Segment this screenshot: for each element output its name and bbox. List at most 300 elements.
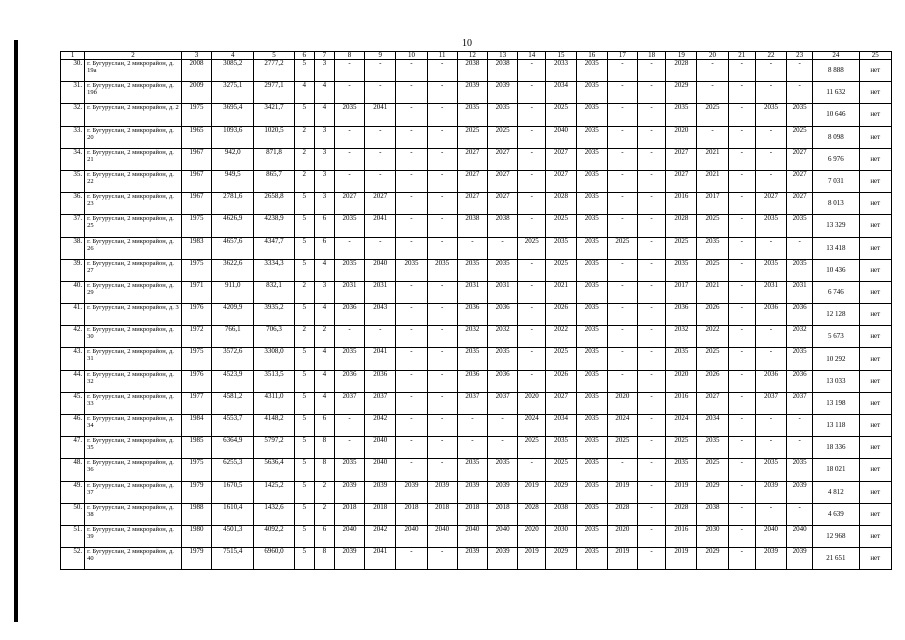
status-cell: нет: [859, 170, 891, 192]
table-cell: -: [638, 215, 666, 237]
table-cell: 7 031: [813, 170, 859, 192]
table-cell: 832,1: [254, 281, 294, 303]
table-cell: -: [728, 326, 755, 348]
table-cell: 2031: [787, 281, 813, 303]
table-cell: -: [396, 148, 427, 170]
table-cell: 2035: [457, 459, 487, 481]
table-cell: 1977: [181, 392, 211, 414]
table-cell: -: [607, 304, 637, 326]
table-cell: 6: [314, 215, 334, 237]
address-cell: г. Бугуруслан, 2 микрорайон, д. 19а: [85, 60, 182, 82]
table-cell: 2027: [334, 193, 364, 215]
table-cell: 1972: [181, 326, 211, 348]
table-cell: 2028: [607, 503, 637, 525]
table-cell: 2035: [487, 104, 517, 126]
table-cell: -: [427, 304, 457, 326]
table-cell: -: [396, 193, 427, 215]
table-cell: 6364,9: [212, 437, 254, 459]
table-row: [61, 392, 892, 414]
address-cell: г. Бугуруслан, 2 микрорайон, д. 33: [85, 392, 182, 414]
table-cell: 2038: [487, 215, 517, 237]
table-cell: 2027: [457, 170, 487, 192]
table-cell: 2028: [518, 503, 546, 525]
table-cell: -: [638, 370, 666, 392]
address-cell: г. Бугуруслан, 2 микрорайон, д. 20: [85, 126, 182, 148]
table-row: [61, 259, 892, 281]
table-cell: -: [396, 104, 427, 126]
table-cell: 2027: [787, 170, 813, 192]
table-cell: 1967: [181, 170, 211, 192]
address-cell: г. Бугуруслан, 2 микрорайон, д. 32: [85, 370, 182, 392]
table-cell: -: [728, 281, 755, 303]
table-cell: 2035: [755, 215, 786, 237]
table-cell: 2021: [697, 148, 728, 170]
table-cell: 1988: [181, 503, 211, 525]
table-cell: -: [728, 525, 755, 547]
status-cell: нет: [859, 370, 891, 392]
table-cell: -: [755, 170, 786, 192]
table-cell: -: [755, 503, 786, 525]
table-cell: 2039: [755, 481, 786, 503]
table-cell: -: [518, 170, 546, 192]
table-cell: 8 013: [813, 193, 859, 215]
table-cell: -: [334, 126, 364, 148]
table-cell: -: [427, 82, 457, 104]
column-header: 8: [334, 52, 364, 60]
table-cell: 1975: [181, 348, 211, 370]
row-index-cell: 30.: [61, 60, 85, 82]
table-cell: 2029: [697, 548, 728, 570]
table-cell: 2039: [457, 548, 487, 570]
table-cell: -: [396, 60, 427, 82]
column-header: 7: [314, 52, 334, 60]
table-cell: -: [728, 548, 755, 570]
table-cell: -: [638, 60, 666, 82]
table-cell: 3: [314, 148, 334, 170]
table-cell: 4347,7: [254, 237, 294, 259]
table-header-row: [61, 52, 892, 60]
table-cell: 6 976: [813, 148, 859, 170]
table-cell: -: [427, 60, 457, 82]
table-cell: -: [638, 326, 666, 348]
table-cell: 5: [294, 459, 314, 481]
table-cell: -: [728, 193, 755, 215]
table-cell: 2035: [787, 104, 813, 126]
table-cell: 2035: [546, 237, 576, 259]
table-cell: 2039: [487, 82, 517, 104]
table-cell: 2035: [576, 193, 607, 215]
table-cell: 18 021: [813, 459, 859, 481]
table-cell: -: [457, 437, 487, 459]
address-cell: г. Бугуруслан, 2 микрорайон, д. 35: [85, 437, 182, 459]
table-cell: 4: [314, 370, 334, 392]
table-cell: 865,7: [254, 170, 294, 192]
table-cell: 2019: [666, 481, 697, 503]
table-cell: -: [365, 326, 396, 348]
table-cell: 6: [314, 237, 334, 259]
table-cell: 3: [314, 193, 334, 215]
table-cell: 766,1: [212, 326, 254, 348]
status-cell: нет: [859, 215, 891, 237]
table-cell: -: [728, 415, 755, 437]
table-cell: 13 418: [813, 237, 859, 259]
table-cell: 1020,5: [254, 126, 294, 148]
table-cell: 2035: [787, 459, 813, 481]
table-cell: 2035: [457, 104, 487, 126]
table-cell: -: [365, 170, 396, 192]
row-index-cell: 51.: [61, 525, 85, 547]
table-cell: 11 632: [813, 82, 859, 104]
column-header: 20: [697, 52, 728, 60]
table-cell: 2020: [518, 525, 546, 547]
table-row: [61, 304, 892, 326]
table-cell: -: [638, 415, 666, 437]
table-cell: 5: [294, 415, 314, 437]
column-header: 16: [576, 52, 607, 60]
table-cell: 1976: [181, 370, 211, 392]
table-cell: -: [396, 281, 427, 303]
table-cell: -: [607, 148, 637, 170]
table-cell: -: [787, 415, 813, 437]
table-cell: 2025: [607, 237, 637, 259]
table-cell: 2040: [365, 459, 396, 481]
row-index-cell: 46.: [61, 415, 85, 437]
table-cell: 4092,2: [254, 525, 294, 547]
table-cell: 6: [314, 415, 334, 437]
table-cell: -: [427, 126, 457, 148]
address-cell: г. Бугуруслан, 2 микрорайон, д. 38: [85, 503, 182, 525]
table-cell: 2036: [755, 370, 786, 392]
table-cell: 3421,7: [254, 104, 294, 126]
table-cell: 7515,4: [212, 548, 254, 570]
table-cell: 2035: [427, 259, 457, 281]
table-cell: 2: [314, 326, 334, 348]
table-cell: 2025: [546, 104, 576, 126]
table-cell: -: [728, 392, 755, 414]
table-cell: 4: [314, 304, 334, 326]
table-cell: 2035: [576, 525, 607, 547]
table-cell: 2032: [787, 326, 813, 348]
table-cell: -: [518, 370, 546, 392]
address-cell: г. Бугуруслан, 2 микрорайон, д. 2: [85, 104, 182, 126]
table-cell: 2038: [546, 503, 576, 525]
table-cell: 2040: [487, 525, 517, 547]
table-cell: 2029: [666, 82, 697, 104]
table-cell: -: [728, 437, 755, 459]
table-row: [61, 215, 892, 237]
table-cell: 2017: [666, 281, 697, 303]
table-cell: 911,0: [212, 281, 254, 303]
table-cell: 2024: [666, 415, 697, 437]
table-cell: -: [728, 170, 755, 192]
table-cell: 2026: [546, 370, 576, 392]
table-cell: 2027: [546, 170, 576, 192]
table-cell: 1976: [181, 304, 211, 326]
table-cell: 4311,0: [254, 392, 294, 414]
column-header: 11: [427, 52, 457, 60]
table-cell: -: [518, 126, 546, 148]
table-cell: 2027: [457, 148, 487, 170]
table-cell: -: [396, 237, 427, 259]
table-cell: -: [396, 415, 427, 437]
column-header: 1: [61, 52, 85, 60]
table-cell: 4553,7: [212, 415, 254, 437]
table-cell: 2028: [546, 193, 576, 215]
table-cell: 4 639: [813, 503, 859, 525]
table-cell: 2039: [334, 481, 364, 503]
table-cell: 2035: [755, 259, 786, 281]
table-cell: -: [755, 126, 786, 148]
table-cell: 2041: [365, 104, 396, 126]
table-cell: 2039: [457, 481, 487, 503]
table-cell: 2031: [334, 281, 364, 303]
table-cell: -: [518, 326, 546, 348]
table-cell: 2039: [396, 481, 427, 503]
address-cell: г. Бугуруслан, 2 микрорайон, д. 19б: [85, 82, 182, 104]
table-cell: 1985: [181, 437, 211, 459]
column-header: 9: [365, 52, 396, 60]
address-cell: г. Бугуруслан, 2 микрорайон, д. 31: [85, 348, 182, 370]
table-cell: 3935,2: [254, 304, 294, 326]
table-cell: 2035: [576, 259, 607, 281]
table-cell: 1425,2: [254, 481, 294, 503]
table-cell: 2038: [457, 215, 487, 237]
table-cell: 1670,5: [212, 481, 254, 503]
table-cell: -: [427, 215, 457, 237]
table-cell: -: [607, 215, 637, 237]
table-cell: 2035: [487, 259, 517, 281]
table-cell: 2039: [427, 481, 457, 503]
table-cell: 2029: [546, 548, 576, 570]
table-cell: 2035: [396, 259, 427, 281]
table-cell: 2035: [576, 215, 607, 237]
table-cell: 4626,9: [212, 215, 254, 237]
table-cell: 2024: [607, 415, 637, 437]
status-cell: нет: [859, 148, 891, 170]
table-cell: 3275,1: [212, 82, 254, 104]
table-cell: 2035: [576, 326, 607, 348]
table-cell: 4148,2: [254, 415, 294, 437]
table-cell: 2020: [607, 525, 637, 547]
table-cell: -: [607, 326, 637, 348]
table-cell: 5: [294, 525, 314, 547]
table-cell: -: [638, 437, 666, 459]
table-cell: -: [728, 304, 755, 326]
status-cell: нет: [859, 82, 891, 104]
table-cell: 4: [314, 104, 334, 126]
table-cell: 949,5: [212, 170, 254, 192]
row-index-cell: 41.: [61, 304, 85, 326]
table-cell: 2039: [487, 548, 517, 570]
table-cell: 2043: [365, 304, 396, 326]
table-cell: 2035: [787, 215, 813, 237]
table-cell: 2020: [518, 392, 546, 414]
table-row: [61, 148, 892, 170]
table-cell: -: [638, 82, 666, 104]
table-cell: 2035: [334, 459, 364, 481]
table-cell: 2027: [755, 193, 786, 215]
table-cell: -: [396, 392, 427, 414]
table-cell: -: [607, 60, 637, 82]
table-cell: 2031: [755, 281, 786, 303]
table-cell: 2035: [576, 170, 607, 192]
table-cell: 2019: [607, 548, 637, 570]
table-cell: 2: [294, 126, 314, 148]
table-cell: 2028: [666, 60, 697, 82]
table-cell: 2031: [365, 281, 396, 303]
table-cell: -: [607, 126, 637, 148]
column-header: 2: [85, 52, 182, 60]
table-cell: 5: [294, 104, 314, 126]
table-cell: 2027: [666, 148, 697, 170]
table-cell: 2037: [755, 392, 786, 414]
table-cell: 3308,0: [254, 348, 294, 370]
table-cell: -: [607, 170, 637, 192]
table-cell: 2025: [457, 126, 487, 148]
row-index-cell: 42.: [61, 326, 85, 348]
table-cell: -: [427, 392, 457, 414]
table-cell: 2030: [697, 525, 728, 547]
status-cell: нет: [859, 281, 891, 303]
table-cell: 2035: [457, 259, 487, 281]
table-cell: 1975: [181, 459, 211, 481]
table-cell: 1432,6: [254, 503, 294, 525]
table-cell: 2036: [787, 370, 813, 392]
table-cell: 2040: [546, 126, 576, 148]
table-cell: 2017: [697, 193, 728, 215]
column-header: 4: [212, 52, 254, 60]
table-cell: -: [427, 437, 457, 459]
table-cell: 2039: [334, 548, 364, 570]
table-row: [61, 525, 892, 547]
table-cell: -: [728, 237, 755, 259]
table-cell: 2037: [487, 392, 517, 414]
table-cell: 10 292: [813, 348, 859, 370]
table-cell: -: [427, 193, 457, 215]
table-cell: 2037: [334, 392, 364, 414]
table-cell: -: [487, 415, 517, 437]
table-cell: 2037: [787, 392, 813, 414]
table-row: [61, 193, 892, 215]
table-cell: -: [334, 82, 364, 104]
table-cell: 2028: [666, 503, 697, 525]
table-cell: -: [638, 348, 666, 370]
status-cell: нет: [859, 459, 891, 481]
table-cell: 5: [294, 348, 314, 370]
table-cell: -: [396, 326, 427, 348]
table-cell: -: [755, 82, 786, 104]
table-cell: 6 746: [813, 281, 859, 303]
table-row: [61, 126, 892, 148]
table-cell: 2027: [487, 148, 517, 170]
table-cell: 2035: [755, 459, 786, 481]
table-cell: -: [607, 370, 637, 392]
table-cell: 12 128: [813, 304, 859, 326]
table-cell: 8 098: [813, 126, 859, 148]
table-cell: -: [728, 259, 755, 281]
table-cell: 2025: [697, 104, 728, 126]
table-cell: 1979: [181, 548, 211, 570]
table-cell: 2035: [576, 60, 607, 82]
table-cell: 2035: [787, 259, 813, 281]
table-cell: 2025: [697, 215, 728, 237]
table-cell: 2019: [666, 548, 697, 570]
table-row: [61, 415, 892, 437]
table-cell: 2018: [334, 503, 364, 525]
table-row: [61, 481, 892, 503]
status-cell: нет: [859, 437, 891, 459]
table-cell: 5: [294, 392, 314, 414]
table-cell: 4209,9: [212, 304, 254, 326]
table-cell: 3: [314, 60, 334, 82]
table-cell: 13 118: [813, 415, 859, 437]
table-cell: -: [728, 459, 755, 481]
table-cell: 5: [294, 503, 314, 525]
table-cell: -: [518, 281, 546, 303]
table-cell: 13 329: [813, 215, 859, 237]
table-cell: 2035: [576, 348, 607, 370]
table-cell: 706,3: [254, 326, 294, 348]
table-cell: -: [607, 104, 637, 126]
table-cell: 2027: [546, 148, 576, 170]
column-header: 10: [396, 52, 427, 60]
table-cell: -: [518, 459, 546, 481]
table-cell: 4: [314, 82, 334, 104]
address-cell: г. Бугуруслан, 2 микрорайон, д. 3: [85, 304, 182, 326]
table-cell: 2025: [546, 215, 576, 237]
table-cell: 2039: [365, 481, 396, 503]
status-cell: нет: [859, 259, 891, 281]
table-cell: 2031: [487, 281, 517, 303]
table-cell: 2037: [457, 392, 487, 414]
table-cell: 2035: [576, 281, 607, 303]
table-cell: -: [427, 170, 457, 192]
table-cell: 2025: [518, 437, 546, 459]
column-header: 22: [755, 52, 786, 60]
table-cell: 2039: [755, 548, 786, 570]
table-cell: 2040: [365, 437, 396, 459]
row-index-cell: 33.: [61, 126, 85, 148]
table-cell: 21 651: [813, 548, 859, 570]
column-header: 14: [518, 52, 546, 60]
table-cell: -: [638, 525, 666, 547]
table-cell: 3513,5: [254, 370, 294, 392]
table-cell: 2039: [787, 548, 813, 570]
status-cell: нет: [859, 326, 891, 348]
table-cell: -: [427, 370, 457, 392]
table-cell: 2025: [518, 237, 546, 259]
table-cell: 2024: [518, 415, 546, 437]
table-cell: -: [787, 237, 813, 259]
table-cell: 2035: [334, 104, 364, 126]
address-cell: г. Бугуруслан, 2 микрорайон, д. 34: [85, 415, 182, 437]
column-header: 17: [607, 52, 637, 60]
table-cell: 2: [314, 503, 334, 525]
table-cell: -: [755, 437, 786, 459]
table-cell: 2032: [666, 326, 697, 348]
table-cell: 2035: [576, 503, 607, 525]
column-header: 18: [638, 52, 666, 60]
table-cell: 2039: [787, 481, 813, 503]
table-row: [61, 459, 892, 481]
table-cell: 2781,6: [212, 193, 254, 215]
table-cell: 2035: [576, 415, 607, 437]
row-index-cell: 43.: [61, 348, 85, 370]
table-cell: 5: [294, 215, 314, 237]
table-cell: 4501,3: [212, 525, 254, 547]
table-cell: -: [638, 148, 666, 170]
status-cell: нет: [859, 525, 891, 547]
